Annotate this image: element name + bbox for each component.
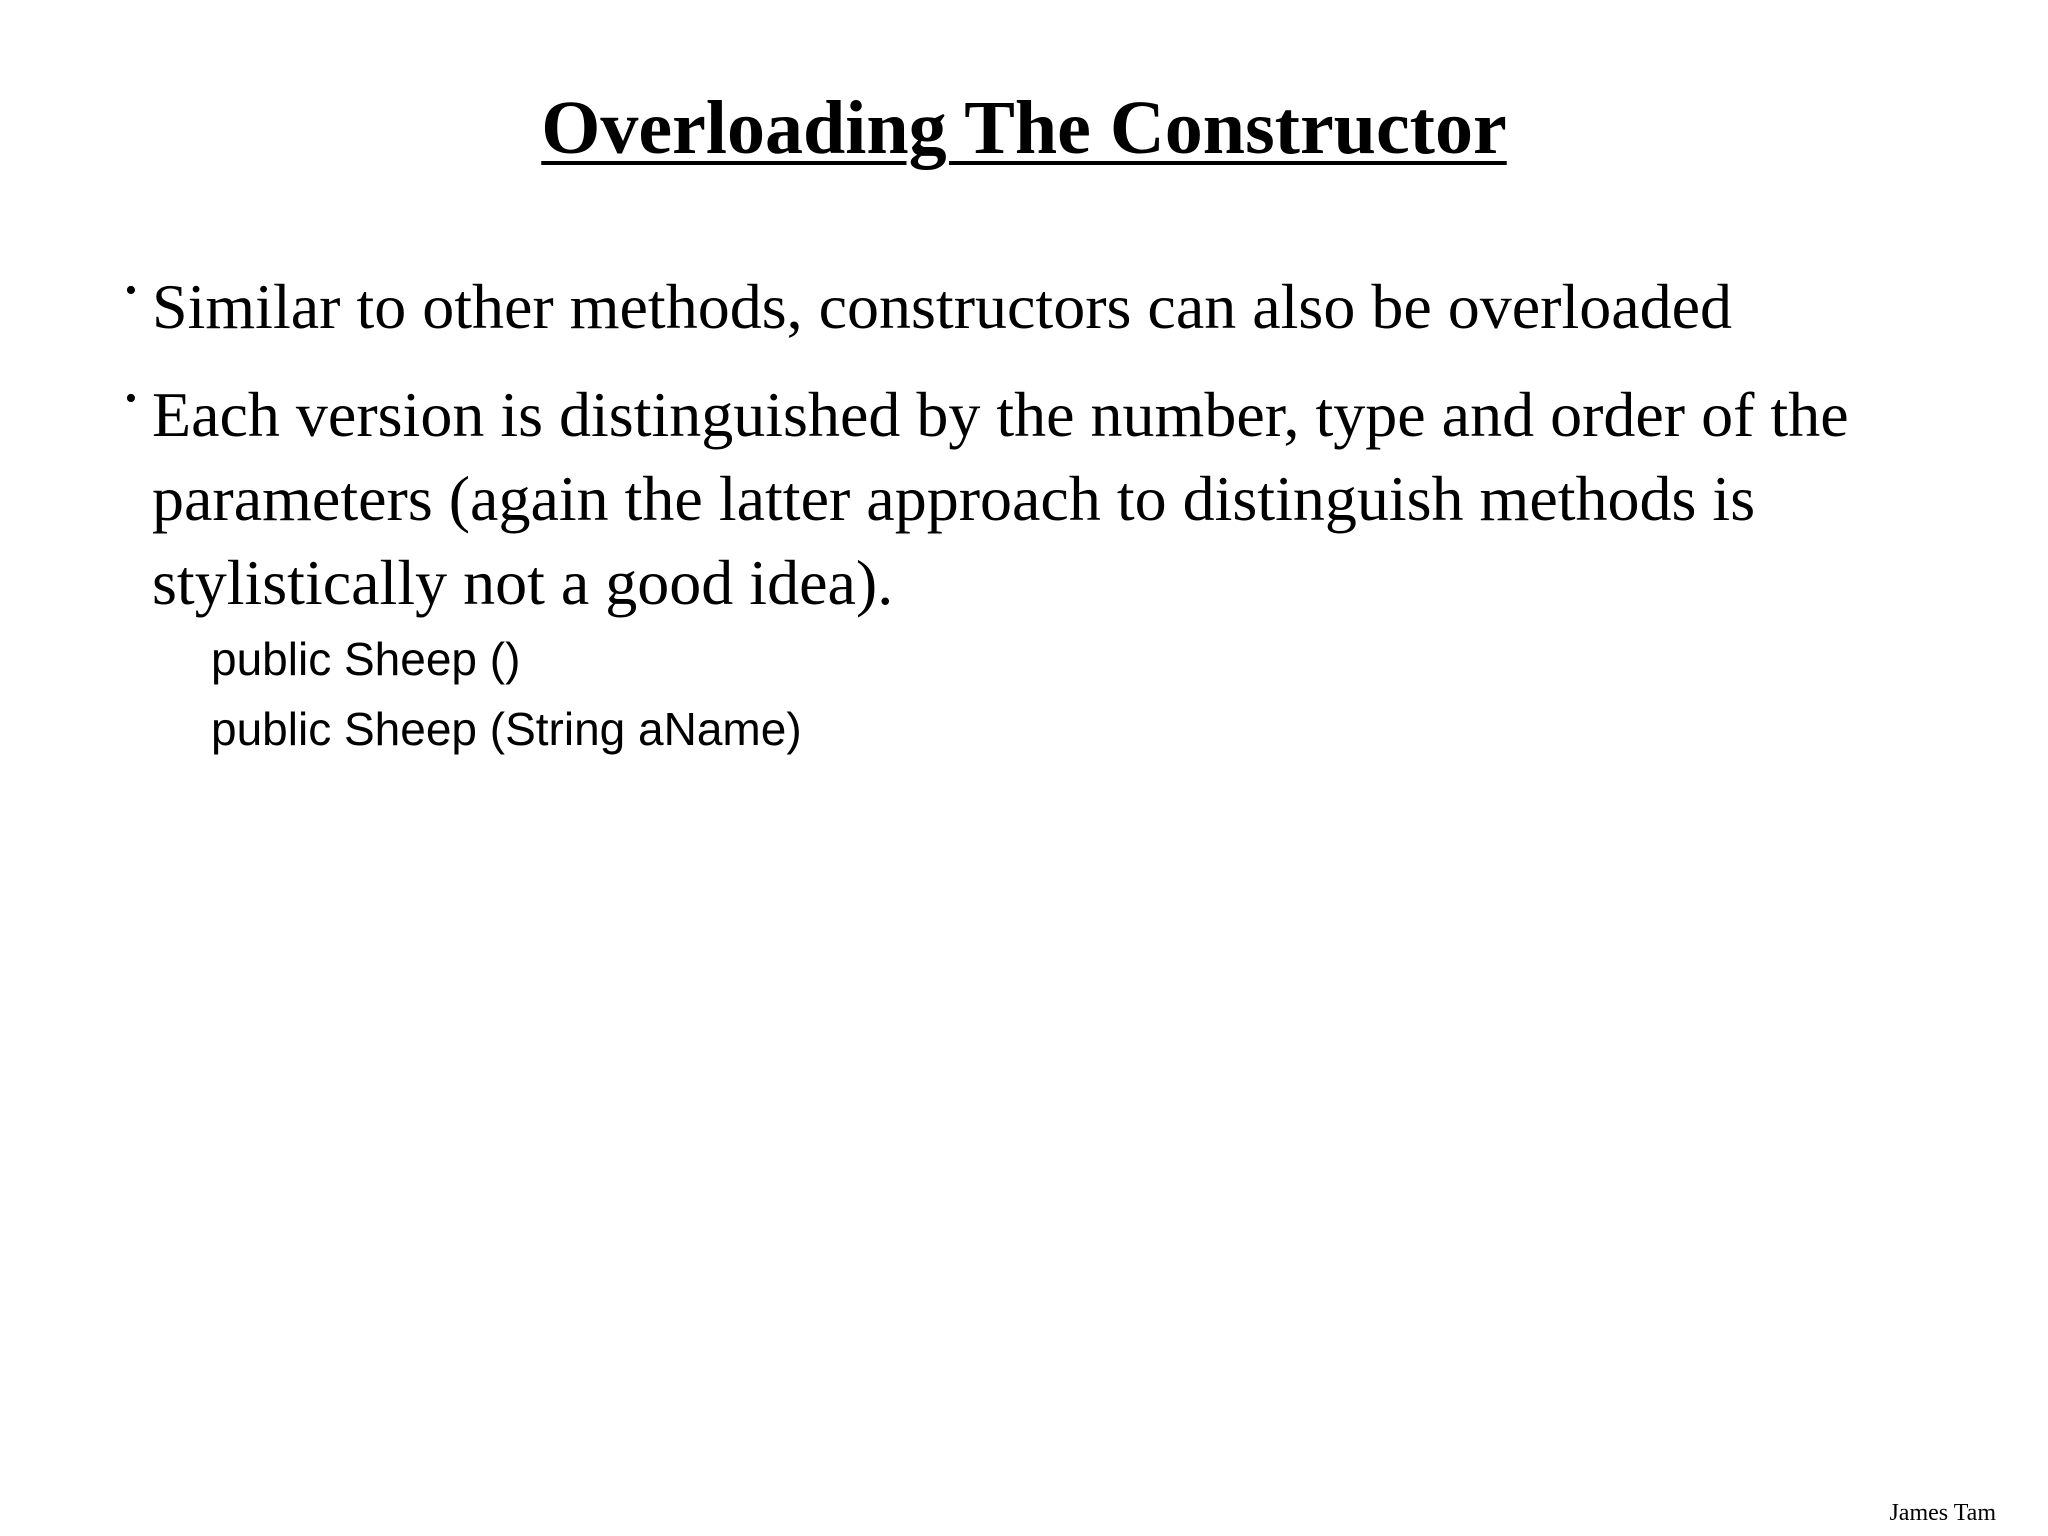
author-footer: James Tam	[1889, 1500, 1996, 1526]
bullet-list	[125, 265, 1975, 649]
bullet-item	[125, 265, 1975, 349]
bullet-dot-icon: •	[125, 272, 137, 309]
bullet-item	[125, 373, 1975, 625]
bullet-dot-icon: •	[125, 380, 137, 417]
bullet-text: Similar to other methods, constructors can also be overloaded	[152, 271, 1733, 342]
slide-title: Overloading The Constructor	[541, 86, 1507, 170]
code-line: public Sheep (String aName)	[211, 703, 802, 755]
code-line: public Sheep ()	[211, 633, 521, 685]
bullet-text: Each version is distinguished by the number, type and order of the parameters (again the latter approach to distinguish methods is stylistically not a good idea).	[152, 379, 1849, 618]
code-example	[211, 624, 802, 764]
